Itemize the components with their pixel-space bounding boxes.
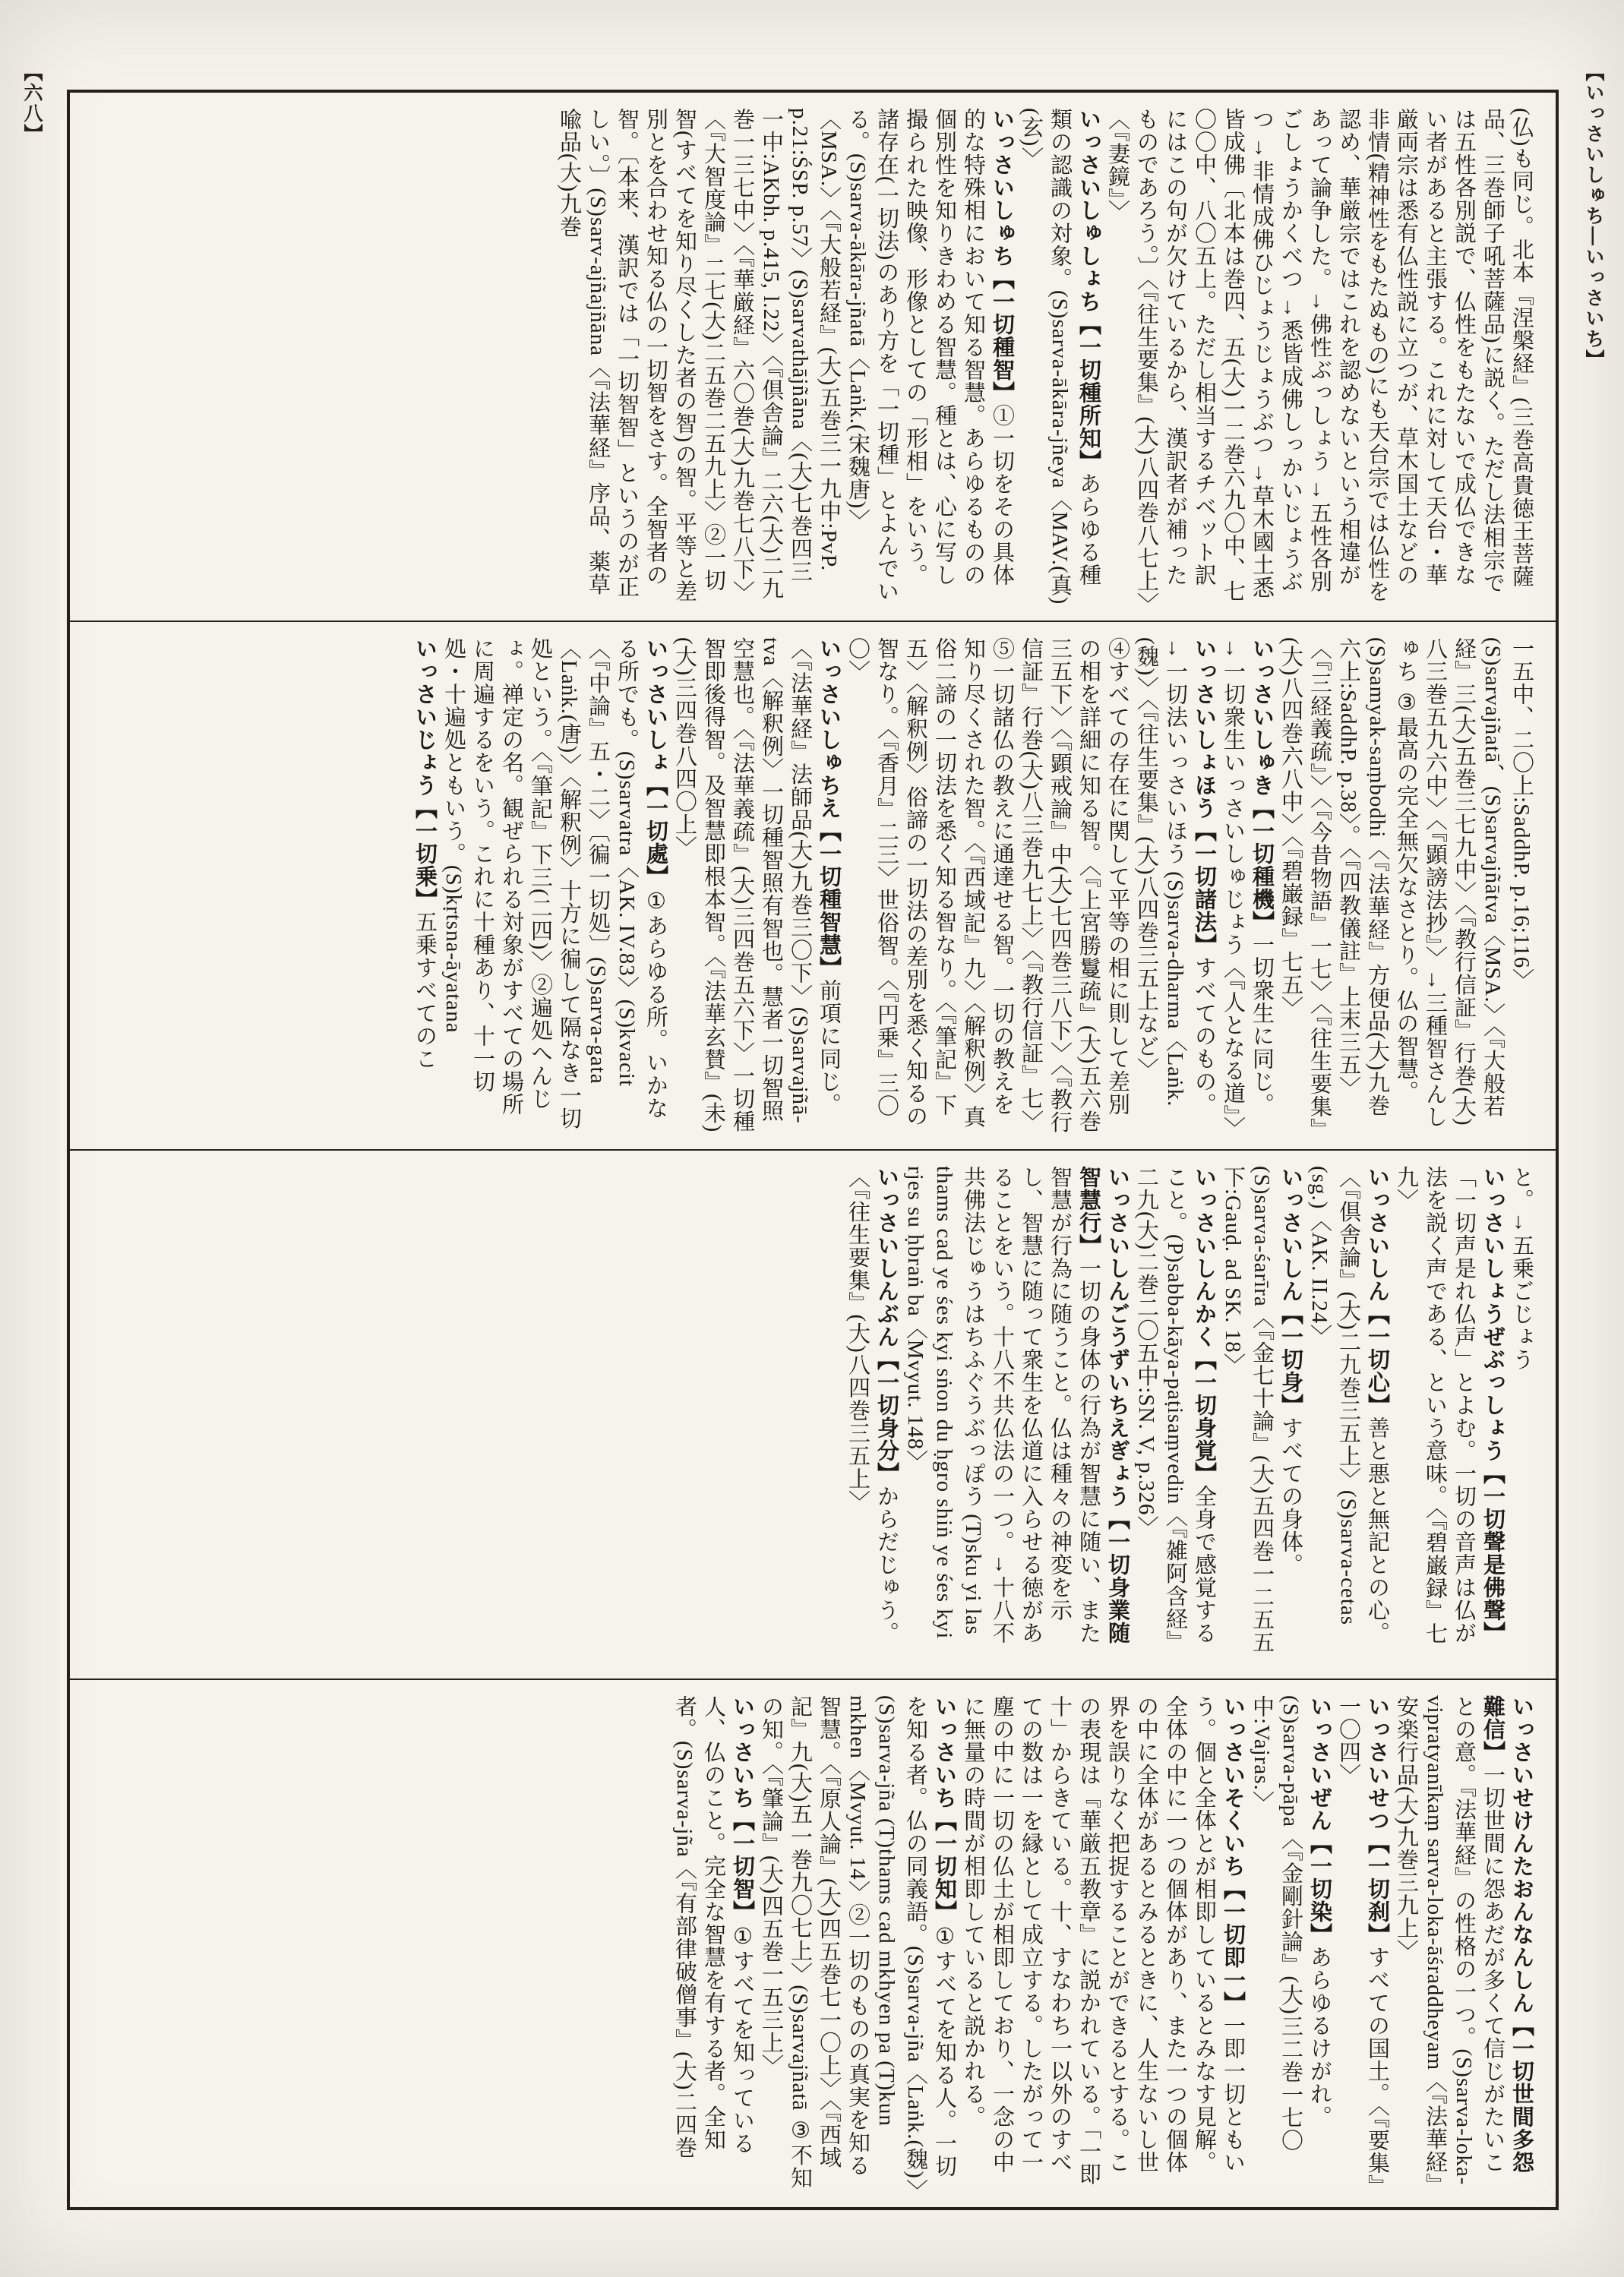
entry-headword: いっさいしょほう【一切諸法】 — [1192, 636, 1216, 956]
text-band-3 — [70, 1151, 1556, 1680]
dictionary-entry — [843, 637, 1132, 1135]
entry-body: ④すべての存在に関して平等の相に則して差別の相を詳細に知る智。〈『上宮勝鬘疏』(大)五六巻三五下〉〈『顕戒論』中(大)七四巻三八下〉〈『教行信証』行巻(大)八三巻九七上〉〈『教行信証』七〉⑤一切諸仏の教えに通達せる智。一切の教えを知り尽くされた智。〈『西域記』九〉〈解釈例〉真俗二諦の一切法を悉く知る智なり。〈『筆記』下五〉〈解釈例〉俗諦の一切法の差別を悉く知るの智なり。〈『香月』二三〉世俗智。〈『円乗』三〇〇〉 — [845, 636, 1130, 1133]
entry-headword: いっさいせけんたおんなんしん【一切世間多怨難信】 — [1480, 1694, 1534, 2174]
entry-headword: いっさいしんかく【一切身覚】 — [1192, 1166, 1216, 1485]
text-band-4 — [70, 1680, 1556, 2208]
entry-headword: いっさいしん【一切心】 — [1365, 1166, 1389, 1416]
entry-body: 「一切声是れ仏声」とよむ。一切の音声は仏が法を説く声である、という意味。〈『碧巌録』七九〉 — [1394, 1166, 1476, 1645]
entry-headword: いっさいしゅしょち【一切種所知】 — [1076, 108, 1101, 472]
entry-body: 五乗すべてのこ — [412, 910, 437, 1070]
text-band-2 — [70, 622, 1556, 1151]
dictionary-entry — [1247, 1695, 1334, 2193]
dictionary-entry — [1507, 1166, 1536, 1663]
entry-body: ①一切をその具体的な特殊相において知る智慧。あらゆるものの個別性を知りきわめる智慧。種とは、心に写し撮られた映像、形像としての「形相」をいう。諸存在(一切法)のあり方を「一切種」とよんでいる。(S)sarva-ākāra-jñatā〈Laṅk.(宋魏唐)〉〈MSA.〉〈『大般若経』(大)五巻三一九中:PvP. p.21:ŚSP. p.57〉(S)sarvathājñāna〈(大)七巻四三一中:AKbh. p.415, l.22〉〈『倶舎論』二六(大)二九巻一三七中〉〈『華厳経』六〇巻(大)九巻七八下〉〈『大智度論』二七(大)二五巻二五九上〉②一切智(すべてを知り尽くした者の智)の智。平等と差別とを合わせ知る仏の一切智をさす。全智者の智。〔本来、漢訳では「一切智智」というのが正しい。〕(S)sarv-ajñajñāna〈『法華経』序品、薬草喩品(大)九巻 — [557, 108, 1014, 604]
running-head: 【いっさいしゅち―いっさいち】 — [1583, 62, 1604, 370]
entry-body: あらゆるけがれ。(S)sarva-pāpa〈『金剛針論』(大)三二巻一七〇中:Vajras.〉 — [1250, 1694, 1332, 2152]
text-frame — [67, 90, 1559, 2210]
entry-body: 前項に同じ。〈『法華経』法師品(大)九巻三〇下〉(S)sarvajñā-tva〈解釈例〉一切種智照有智也。慧者一切智照空慧也。〈『法華義疏』(大)三四巻五六下〉一切種智即後得智。及智慧即根本智。〈『法華玄賛』(未)(大)三四巻八四〇上〉 — [672, 636, 841, 1132]
entry-body: 善と悪と無記との心。〈『倶舎論』(大)二九巻三五上〉(S)sarva-cetas (sg.)〈AK. II.24〉 — [1307, 1166, 1389, 1644]
entry-body: すべての国土。〈『要集』一〇四〉 — [1336, 1694, 1389, 2186]
dictionary-entry — [901, 1166, 1132, 1663]
dictionary-entry — [757, 1695, 959, 2193]
entry-headword: いっさいしゅち【一切種智】 — [990, 108, 1014, 404]
dictionary-entry — [1132, 637, 1218, 1135]
dictionary-entry — [1016, 108, 1103, 605]
entry-headword: いっさいしゅちえ【一切種智慧】 — [817, 636, 841, 979]
entry-body: と。→五乗ごじょう — [1509, 1166, 1534, 1371]
entry-body: 全身で感覚すること。(P)sabba-kāya-paṭisaṃvedin〈『雑阿含経』二九(大)二巻二〇五中:SN. V, p.326〉 — [1134, 1166, 1216, 1653]
dictionary-entry — [1392, 1166, 1507, 1663]
text-band-1 — [70, 93, 1556, 622]
entry-headword: いっさいしょうぜぶっしょう【一切聲是佛聲】 — [1480, 1166, 1505, 1644]
dictionary-entry — [1276, 637, 1536, 1135]
entry-body: (仏)も同じ。北本『涅槃経』(三巻高貴徳王菩薩品、三巻師子吼菩薩品)に説く。ただし法相宗では五性各別説で、仏性をもたないで成仏できない者があると主張する。これに対して天台・華厳両宗は悉有仏性説に立つが、草木国土などの非情(精神性をもたぬもの)にも天台宗では仏性を認め、華厳宗ではこれを認めないという相違があって論争した。→佛性ぶっしょう →五性各別ごしょうかくべつ →悉皆成佛しっかいじょうぶつ →非情成佛ひじょうじょうぶつ →草木國土悉皆成佛〔北本は巻四、五(大)一二巻六九〇中、七〇〇中、八〇五上。ただし相当するチベット訳にはこの句が欠けているから、漢訳者が補ったものであろう。〕〈『往生要集』(大)八四巻八七上〉〈『妻鏡』〉 — [1105, 108, 1534, 605]
dictionary-entry — [1132, 1166, 1218, 1663]
dictionary-entry — [554, 108, 1016, 605]
entry-headword: いっさいしん【一切身】 — [1278, 1166, 1303, 1416]
entry-body: ①すべてを知っている人、仏のこと。完全な智慧を有する者。全知者。(S)sarva-jña〈『有部律破僧事』(大)二四巻 — [672, 1694, 754, 2159]
entry-body: からだじゅう。〈『往生要集』(大)八四巻三五上〉 — [845, 1166, 899, 1644]
dictionary-entry — [1392, 1695, 1536, 2193]
entry-headword: いっさいしょ【一切處】 — [643, 636, 668, 888]
entry-body: ①すべてを知る人。一切を知る者。仏の同義語。(S)sarva-jña〈Laṅk.(魏)〉(S)sarva-jña (T)thams cad mkhyen pa (T)kun mkhen〈Mvyut. 14〉②一切のものの真実を知る智慧。〈『原人論』(大)四五巻七一〇上〉〈『西域記』九(大)五一巻九〇七上〉(S)sarvajñatā ③不知の知。〈『肇論』(大)四五巻一五三上〉 — [759, 1694, 956, 2190]
entry-body: ①あらゆる所。いかなる所でも。(S)sarvatra〈AK. IV.83〉(S)kvacit〈『中論』五・二〉〔徧一切処〕(S)sarva-gata〈Laṅk.(唐)〉〈解釈例〉十方に徧して隔なき一切処という。〈『筆記』下三(二四)〉②遍処へんじょ。禅定の名。観ぜられる対象がすべての場所に周遍するをいう。これに十種あり、十一切処・十遍処ともいう。(S)kṛtsna-āyatana — [441, 636, 668, 1130]
entry-headword: いっさいち【一切智】 — [730, 1694, 754, 1923]
entry-headword: いっさいじょう【一切乗】 — [412, 636, 437, 911]
entry-headword: いっさいしんごうずいちえぎょう【一切身業随智慧行】 — [1076, 1166, 1130, 1644]
entry-headword: いっさいち【一切知】 — [932, 1694, 956, 1923]
page-number: 【六八】 — [21, 62, 43, 144]
dictionary-entry — [1103, 108, 1536, 605]
entry-body: 一五中、二〇上:SaddhP. p.16;116〉(S)sarvajñatā、(S)sarvajñātva〈MSA.〉〈『大般若経』三(大)五巻三七九中〉〈『教行信証』行巻(大)八三巻五九六中〉〈『顕謗法抄』〉→三種智さんしゅち ③最高の完全無欠なさとり。仏の智慧。(S)samyak-saṃbodhi〈『法華経』方便品(大)九巻六上:SaddhP. p.38〉。〈『四教儀註』上末三五〉〈『三経義疏』〉〈『今昔物語』一七〉〈『往生要集』(大)八四巻六八中〉〈『碧巌録』七五〉 — [1278, 636, 1534, 1129]
entry-body: 一切世間に怨あだが多くて信じがたいことの意。『法華経』の性格の一つ。(S)sarva-loka-vipratyanīkaṃ sarva-loka-āśraddheyam〈『法華経』安楽行品(大)九巻三九上〉 — [1394, 1694, 1505, 2185]
entry-body: すべての身体。(S)sarva-śarīra〈『金七十論』(大)五四巻一二五五下:Gauḍ. ad SK. 18〉 — [1221, 1166, 1303, 1654]
entry-headword: いっさいそくいち【一切即一】 — [1221, 1694, 1245, 2014]
entry-headword: いっさいぜん【一切染】 — [1307, 1694, 1332, 1946]
entry-body: 一即一切ともいう。個と全体とが相即しているとみなす見解。全体の中に一つの個体があり、また一つの個体の中に全体があるとみるときに、人生ないし世界を誤りなく把捉することができるとする。この表現は『華厳五教章』に説かれている。「一即十」からきている。十、すなわち一以外のすべての数は一を縁として成立する。したがって一塵の中に一切の仏土が相即しており、一念の中に無量の時間が相即していると説かれる。 — [961, 1694, 1245, 2185]
entry-body: 一切衆生に同じ。→一切衆生いっさいしゅじょう〈『人となる道』〉 — [1221, 636, 1274, 1139]
entry-headword: いっさいしんぶん【一切身分】 — [874, 1166, 899, 1485]
dictionary-entry — [1305, 1166, 1392, 1663]
entry-body: すべてのもの。→一切法いっさいほう (S)sarva-dharma〈Laṅk.(魏)〉〈『往生要集』(大)八四巻三五上など〉 — [1134, 636, 1216, 1116]
entry-body: 一切の身体の行為が智慧に随い、また智慧が行為に随うこと。仏は種々の神変を示し、智慧に随って衆生を仏道に入らせる徳があることをいう。十八不共仏法の一つ。→十八不共佛法じゅうはちふぐうぶっぽう (T)sku yi las thams cad ye śes kyi sṅon du ḥgro shiṅ ye śes kyi rjes su ḥbraṅ ba〈Mvyut. 148〉 — [903, 1166, 1101, 1644]
dictionary-entry — [1218, 1166, 1305, 1663]
dictionary-entry — [670, 637, 843, 1135]
dictionary-entry — [670, 1695, 757, 2193]
dictionary-entry — [439, 637, 670, 1135]
entry-headword: いっさいしゅき【一切種機】 — [1250, 636, 1274, 933]
dictionary-entry — [959, 1695, 1247, 2193]
dictionary-entry — [843, 1166, 901, 1663]
dictionary-entry — [1218, 636, 1276, 1139]
entry-headword: いっさいせつ【一切刹】 — [1365, 1694, 1389, 1946]
dictionary-entry — [1334, 1695, 1392, 2193]
entry-body: あらゆる種類の認識の対象。(S)sarva-ākāra-jñeya〈MAV.(真)(玄)〉 — [1019, 108, 1101, 605]
dictionary-entry — [410, 637, 439, 1135]
